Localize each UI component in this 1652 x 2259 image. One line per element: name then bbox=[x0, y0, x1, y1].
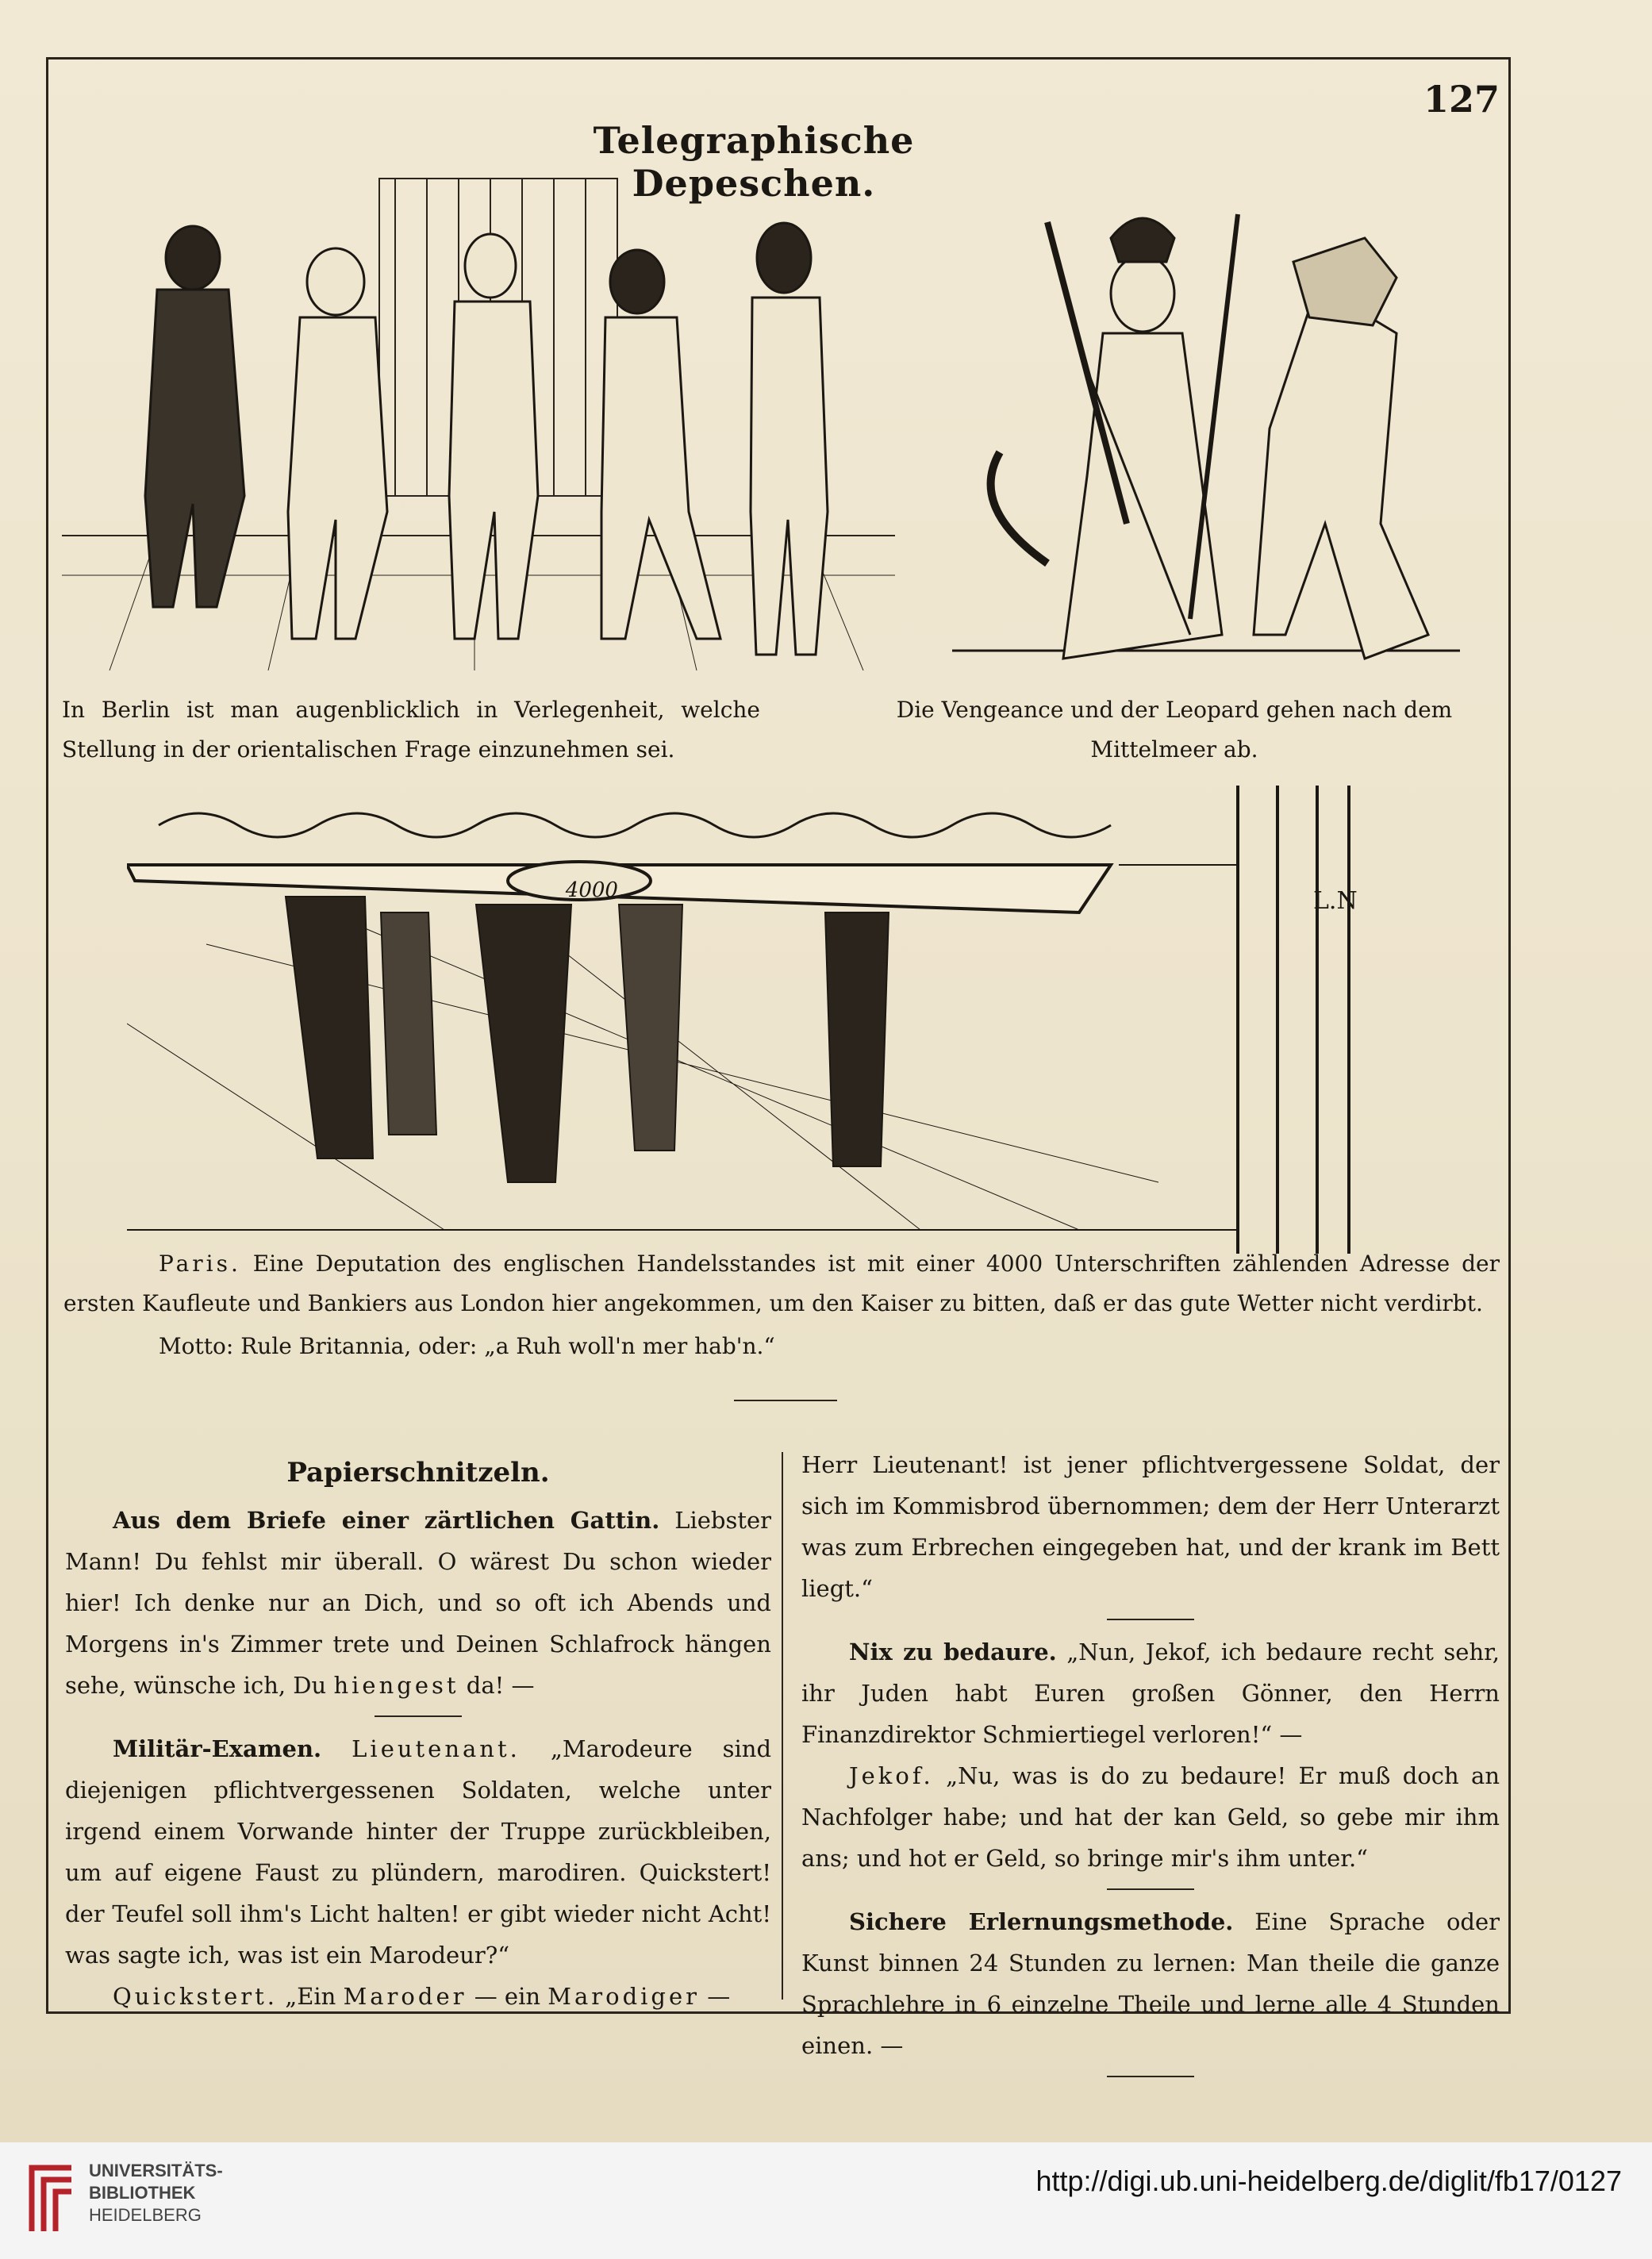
section-title: Papierschnitzeln. bbox=[286, 1457, 550, 1489]
left-column bbox=[65, 1452, 771, 2017]
university-library-logo-icon[interactable] bbox=[24, 2160, 79, 2236]
column-divider bbox=[782, 1452, 783, 2000]
item-body-nix: „Nun, Jekof, ich bedaure recht sehr, ihr Juden habt Euren großen Gönner, den Herrn Finanzdirektor Schmiertiegel verloren!“ — bbox=[801, 1639, 1500, 1748]
item-body-gattin-a: Liebster Mann! Du fehlst mir überall. O wärest Du schon wieder hier! Ich denke nur an Dich, und so oft ich Abends und Morgens in's Zimmer trete und Deinen Schlafrock hängen sehe, wünsche ich, Du bbox=[65, 1507, 772, 1699]
library-name-line2: BIBLIOTHEK bbox=[89, 2183, 196, 2203]
item-body-examen: „Marodeure sind diejenigen pflichtvergessenen Soldaten, welche unter irgend einem Vorwande hinter der Truppe zurückbleiben, um auf eigene Faust zu plündern, marodiren. Quickstert! der Teufel soll ihm's Licht halten! er gibt wieder nicht Acht! was sagte ich, was ist ein Marodeur?“ bbox=[65, 1735, 772, 1969]
caption-vengeance: Die Vengeance und der Leopard gehen nach dem Mittelmeer ab. bbox=[896, 697, 1453, 763]
right-column bbox=[801, 1444, 1500, 2088]
item-body-gattin-b: da! — bbox=[466, 1672, 535, 1699]
item-body-jekof: „Nu, was is do zu bedaure! Er muß doch an Nachfolger habe; und hat der kan Geld, so gebe mir ihm ans; und hot er Geld, so bringe mir's ihm unter.“ bbox=[801, 1762, 1500, 1872]
item-divider bbox=[1107, 1619, 1194, 1620]
library-name-line1: UNIVERSITÄTS- bbox=[89, 2161, 223, 2180]
caption-motto: Motto: Rule Britannia, oder: „a Ruh woll'n mer hab'n.“ bbox=[159, 1333, 775, 1359]
door-label: L.N bbox=[1313, 887, 1358, 915]
item-title-examen: Militär-Examen. bbox=[113, 1735, 322, 1762]
library-name-line3: HEIDELBERG bbox=[89, 2205, 202, 2225]
item-divider bbox=[1107, 1888, 1194, 1890]
item-body-quickstert-spaced2: Marodiger bbox=[547, 1983, 700, 2010]
continued-text: Herr Lieutenant! ist jener pflichtvergessene Soldat, der sich im Kommisbrod übernommen; dem der Herr Unterarzt was zum Erbrechen eingegeben hat, und der krank im Bett liegt.“ bbox=[801, 1451, 1500, 1602]
illustration-paris-deputation bbox=[127, 786, 1373, 1254]
item-speaker-lieutenant: Lieutenant. bbox=[352, 1735, 521, 1762]
page-heading: Telegraphische Depeschen. bbox=[593, 119, 915, 205]
illustration-berlin bbox=[62, 163, 895, 670]
caption-paris bbox=[63, 1244, 1500, 1324]
item-body-quickstert-spaced1: Maroder bbox=[343, 1983, 467, 2010]
table-sign: 4000. bbox=[565, 878, 625, 902]
item-title-nix: Nix zu bedaure. bbox=[849, 1639, 1057, 1665]
viewer-footer bbox=[0, 2142, 1652, 2259]
item-divider bbox=[375, 1715, 462, 1717]
item-body-quickstert-a: „Ein bbox=[285, 1983, 336, 2010]
illustration-vengeance-leopard bbox=[952, 190, 1460, 667]
page-number: 127 bbox=[1423, 78, 1500, 121]
item-body-quickstert-b: — ein bbox=[474, 1983, 541, 2010]
item-speaker-quickstert: Quickstert. bbox=[113, 1983, 278, 2010]
permalink-url[interactable]: http://digi.ub.uni-heidelberg.de/diglit/fb17/0127 bbox=[1035, 2165, 1622, 2197]
item-title-gattin: Aus dem Briefe einer zärtlichen Gattin. bbox=[113, 1507, 660, 1534]
item-body-quickstert-c: — bbox=[707, 1983, 731, 2010]
library-name[interactable] bbox=[89, 2160, 223, 2226]
item-body-methode: Eine Sprache oder Kunst binnen 24 Stunden zu lernen: Man theile die ganze Sprachlehre in 6 einzelne Theile und lerne alle 4 Stunden einen. — bbox=[801, 1908, 1500, 2059]
caption-paris-text: Eine Deputation des englischen Handelsstandes ist mit einer 4000 Unterschriften zählenden Adresse der ersten Kaufleute und Bankiers aus London hier angekommen, um den Kaiser zu bitten, daß er das gute Wetter nicht verdirbt. bbox=[63, 1251, 1500, 1316]
section-divider bbox=[734, 1400, 837, 1401]
item-speaker-jekof: Jekof. bbox=[849, 1762, 934, 1789]
caption-paris-place: Paris. bbox=[159, 1251, 241, 1277]
item-body-gattin-spaced: hiengest bbox=[333, 1672, 459, 1699]
caption-berlin: In Berlin ist man augenblicklich in Verlegenheit, welche Stellung in der orientalischen Frage einzunehmen sei. bbox=[62, 697, 760, 763]
item-title-methode: Sichere Erlernungsmethode. bbox=[849, 1908, 1234, 1935]
item-divider bbox=[1107, 2076, 1194, 2077]
